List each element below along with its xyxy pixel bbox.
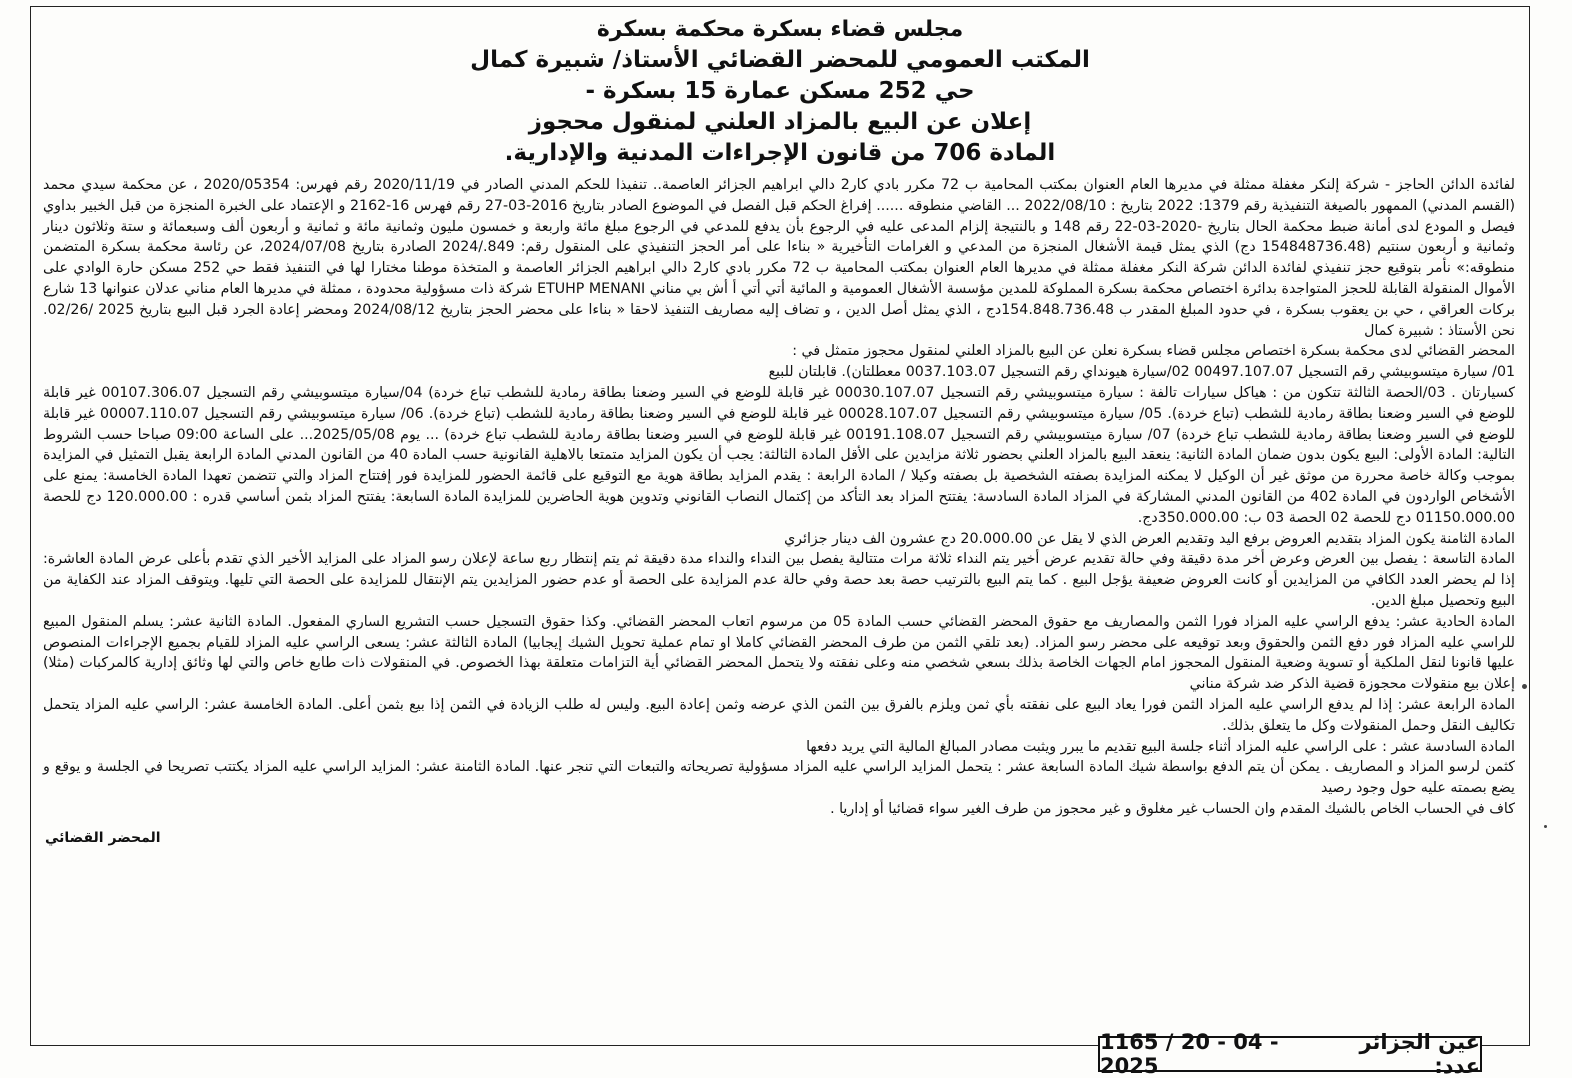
publication-source: عين الجزائر عدد: (1359, 1030, 1480, 1078)
office-address: حي 252 مسكن عمارة 15 بسكرة - (585, 78, 975, 104)
announcement-header (31, 15, 1529, 169)
scan-speck (1544, 825, 1547, 828)
paragraph: كاف في الحساب الخاص بالشيك المقدم وان الحساب غير مغلوق و غير محجوز من طرف الغير سواء قضائيا أو إداريا . (830, 800, 1515, 817)
publication-issue: 1165 / 20 - 04 - 2025 (1100, 1030, 1279, 1078)
announcement-frame (30, 6, 1530, 1046)
signature: المحضر القضائي (45, 829, 161, 846)
paragraph: المادة السادسة عشر : على الراسي عليه المزاد أثناء جلسة البيع تقديم ما يبرر ويثبت مصادر المبالغ المالية التي يريد دفعها (806, 738, 1515, 755)
paragraph: كسيارتان . 03/الحصة الثالثة تتكون من : هياكل سيارات تالفة : سيارة ميتسوبيشي رقم التسجيل 00030.107.07 غير قابلة للوضع في السير وضعنا بطاقة رمادية للشطب تباع خردة) 04/سيارة ميتسوبيشي رقم التسجيل 00107.306.07 غير قابلة للوضع في السير وضعنا بطاقة رمادية للشطب (تباع خردة). 05/ سيارة ميتسوبيشي رقم التسجيل 00028.107.07 غير قابلة للوضع في السير وضعنا بطاقة رمادية للشطب (تباع خردة). 06/ سيارة ميتسوبيشي رقم التسجيل 00007.110.07 غير قابلة للوضع في السير وضعنا بطاقة رمادية للشطب تباع خردة) 07/ سيارة ميتسوبيشي رقم التسجيل 00191.108.07 غير قابلة للوضع في السير وضعنا بطاقة رمادية للشطب تباع خردة) ... يوم 2025/05/08... على الساعة 09:00 صباحا حسب الشروط التالية: المادة الأولى: البيع يكون بدون ضمان المادة الثانية: ينعقد البيع بالمزاد العلني بحضور ثلاثة مزايدين على الأقل المادة الثالثة: يجب أن يكون المزايد متمتعا بالاهلية القانونية حسب المادة 40 من القانون المدني المادة الرابعة يقبل التمثيل في المزايدة بموجب وكالة خاصة محررة من موثق غير أن الوكيل لا يمكنه المزايدة بصفته الشخصية بل بصفته وكيلا / المادة الرابعة : يقدم المزايد بطاقة هوية مع التوقيع على قائمة الحضور للمزايدة فور إفتتاح المزاد والتي تتضمن تعهدا المادة الخامسة: يمنع على الأشخاص الواردون في المادة 402 من القانون المدني المشاركة في المزاد المادة السادسة: يفتتح المزاد بعد التأكد من إكتمال النصاب القانوني وتدوين هوية الحاضرين للمزايدة المادة السابعة: يفتتح المزاد بثمن أساسي قدره : 120.000.00 دج للحصة 01150.000.00 دج للحصة 02 الحصة 03 ب: 350.000.00دج. (43, 384, 1516, 526)
paragraph: المادة التاسعة : يفصل بين العرض وعرض أخر مدة دقيقة وفي حالة تقديم عرض أخير يتم النداء ثلاثة مرات متتالية يفصل بين النداء والنداء مدة دقيقة ثم يتم إنتظار ربع ساعة لإعلان رسو المزاد على المزايد الأخير الذي تقدم بأعلى عرض المادة العاشرة: إذا لم يحضر العدد الكافي من المزايدين أو كانت العروض ضعيفة يؤجل البيع . كما يتم البيع بالترتيب حصة بعد حصة وفي حالة عدم المزايدة على الحصة أو عدم حضور المزايدين يتم الإنتقال للمزايدة على الحصة التي تليها. ويتوقف المزاد عند الكفاية من البيع وتحصيل مبلغ الدين. (43, 551, 1515, 609)
scan-speck (1522, 684, 1527, 689)
announcement-body (31, 175, 1529, 820)
announcement-title: إعلان عن البيع بالمزاد العلني لمنقول محجوز (528, 109, 1032, 135)
paragraph: كثمن لرسو المزاد و المصاريف . يمكن أن يتم الدفع بواسطة شيك المادة السابعة عشر : يتحمل المزايد الراسي عليه المزاد مسؤولية تصريحاته والتبعات التي تنجر عنها. المادة الثامنة عشر: المزايد الراسي عليه المزاد يكتتب تصريحا في الجلسة و يوقع و يضع بصمته عليه حول وجود رصيد (43, 759, 1515, 797)
paragraph: المحضر القضائي لدى محكمة بسكرة اختصاص مجلس قضاء بسكرة نعلن عن البيع بالمزاد العلني لمنقول محجوز متمثل في : (792, 343, 1515, 360)
legal-article: المادة 706 من قانون الإجراءات المدنية والإدارية. (504, 140, 1056, 166)
paragraph: المادة الرابعة عشر: إذا لم يدفع الراسي عليه المزاد الثمن فورا يعاد البيع على نفقته بأي ثمن ويلزم بالفرق بين الثمن الذي عرضه وثمن إعادة البيع. وليس له طلب الزيادة في الثمن إذا بيع بثمن أعلى. المادة الخامسة عشر: الراسي عليه المزاد يتحمل تكاليف النقل وحمل المنقولات وكل ما يتعلق بذلك. (43, 696, 1515, 734)
paragraph: لفائدة الدائن الحاجز - شركة إلنكر مغفلة ممثلة في مديرها العام العنوان بمكتب المحامية ب 72 مكرر بادي كار2 دالي ابراهيم الجزائر العاصمة.. تنفيذا للحكم المدني الصادر في 2020/11/19 رقم فهرس: 2020/05354 ، عن محكمة سيدي محمد (القسم المدني) الممهور بالصيغة التنفيذية رقم 1379: 2022 بتاريخ : 2022/08/10 ... القاضي منطوقه ...... إفراغ الحكم قبل الفصل في الموضوع الصادر بتاريخ 2016-03-27 رقم فهرس 16-2162 و الإعتماد على الخبرة المنجزة من قبل الخبير بداوي فيصل و المودع لدى أمانة ضبط محكمة الحال بتاريخ -2020-03-22 رقم 148 و بالنتيجة إلزام المدعى عليه في الرجوع بأن يدفع للمدعي في الرجوع مبلغ مائة واربعة و خمسون مليون وثمانية مائة و ثمانية و أربعون ألف وسبعمائة و ستة وثلاثون دينار وثمانية و أربعون سنتيم (154848736.48 دج) الذي يمثل قيمة الأشغال المنجزة من المدعي و الغرامات التأخيرية « بناءا على أمر الحجز التنفيذي على المنقول رقم: 849./2024 الصادرة بتاريخ 2024/07/08، عن رئاسة محكمة بسكرة المتضمن منطوقه:» نأمر بتوقيع حجز تنفيذي لفائدة الدائن شركة النكر مغفلة ممثلة في مديرها العام العنوان بمكتب المحامية ب 72 مكرر بادي كار2 دالي ابراهيم الجزائر العاصمة و المتخذة موطنا مختارا لها في التنفيذ فقط حي 252 مسكن حارة الوادي على الأموال المنقولة القابلة للحجز المتواجدة بدائرة اختصاص محكمة بسكرة المملوكة للمدين مؤسسة الأشغال العمومية و المائية أتي أتي أ أش بي مناني ETUHP MENANI شركة ذات مسؤولية محدودة ، ممثلة في مديرها العام مناني عدلان عنوانها 13 شارع بركات العراقي ، حي بن يعقوب بسكرة ، في حدود المبلغ المقدر ب 154.848.736.48دج ، الذي يمثل أصل الدين ، و تضاف إليه مصاريف التنفيذ لاحقا « بناءا على محضر الحجز بتاريخ 2024/08/12 ومحضر إعادة الجرد قبل البيع بتاريخ 2025 /02/26. نحن الأستاذ : شبيرة كمال (43, 177, 1515, 339)
office-title: المكتب العمومي للمحضر القضائي الأستاذ/ شبيرة كمال (470, 47, 1090, 73)
court-title: مجلس قضاء بسكرة محكمة بسكرة (596, 17, 964, 42)
paragraph: المادة الحادية عشر: يدفع الراسي عليه المزاد فورا الثمن والمصاريف مع حقوق المحضر القضائي حسب المادة 05 من مرسوم اتعاب المحضر القضائي. وكذا حقوق التسجيل حسب التشريع الساري المفعول. المادة الثانية عشر: يسلم المنقول المبيع للراسي عليه المزاد فور دفع الثمن والحقوق وبعد توقيعه على محضر رسو المزاد. (بعد تلقي الثمن من طرف المحضر القضائي كاملا او تمام عملية تحويل الشيك إيجابيا) المادة الثالثة عشر: يسعى الراسي عليه المزاد للقيام بجميع الإجراءات المنصوص عليها قانونا لنقل الملكية أو تسوية وضعية المنقول المحجوز امام الجهات الخاصة بذلك بسعي شخصي منه وعلى نفقته ولا يتحمل المحضر القضائي أية التزامات متعلقة بهذا الخصوص. في المنقولات ذات طابع خاص والتي لها وثائق إدارية كالمركبات (مثلا) إعلان بيع منقولات محجوزة قضية الذكر ضد شركة مناني (43, 613, 1515, 693)
publication-footer (1098, 1030, 1482, 1078)
paragraph: المادة الثامنة يكون المزاد بتقديم العروض برفع اليد وتقديم العرض الذي لا يقل عن 20.000.00 دج عشرون الف دينار جزائري (784, 530, 1515, 547)
paragraph: 01/ سيارة ميتسوبيشي رقم التسجيل 00497.107.07 02/سيارة هيونداي رقم التسجيل 0037.103.07 معطلتان). قابلتان للبيع (768, 364, 1515, 381)
